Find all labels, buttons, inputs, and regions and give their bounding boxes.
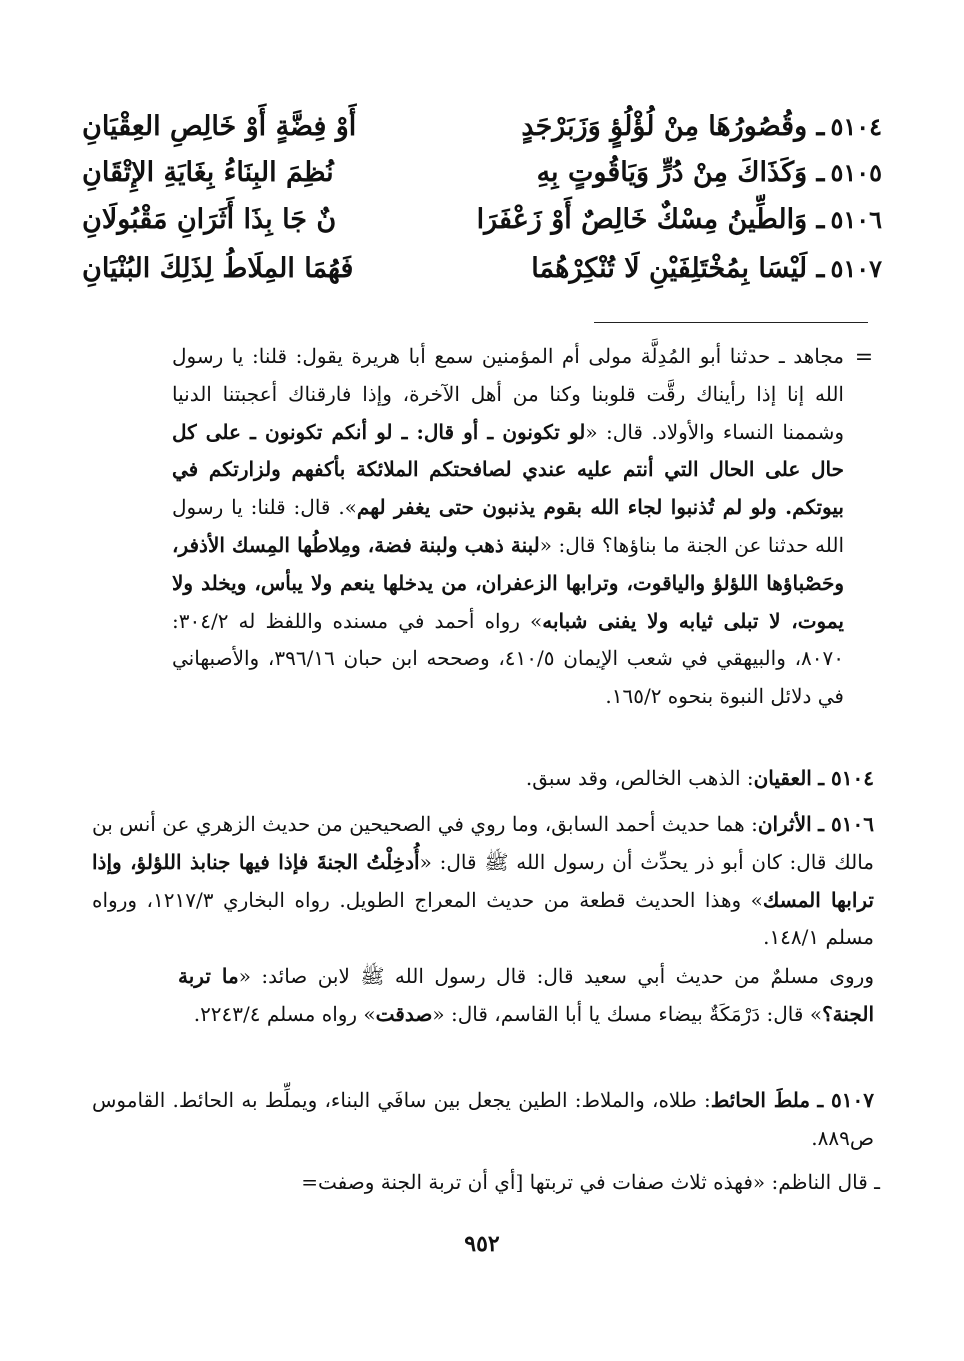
verse-second-hemistich: أَوْ فِضَّةٍ أَوْ خَالِصِ العِقْيَانِ — [82, 110, 357, 142]
verse-5106 — [82, 195, 882, 243]
verse-first-hemistich: ٥١٠٥ ـ وَكَذَاكَ مِنْ دُرٍّ وَيَاقُوتٍ بِهِ — [536, 156, 882, 188]
verse-second-hemistich: فَهُمَا المِلَاطُ لِذَلِكَ البُنْيَانِ — [82, 252, 354, 284]
footnote-label: ٥١٠٧ ـ — [817, 1088, 874, 1112]
footnote-5107: ٥١٠٧ ـ ملطَ الحائط: طلاه، والملاط: الطين يجعل بين سافَي البناء، ويملِّط به الحائط. القاموس ص٨٨٩. — [92, 1088, 874, 1150]
verse-5105 — [82, 148, 882, 196]
footnote-separator — [594, 322, 868, 323]
continuation-mark: = — [854, 345, 874, 370]
verse-number: ٥١٠٥ — [830, 157, 882, 187]
footnote-5104: ٥١٠٤ ـ العقيان: الذهب الخالص، وقد سبق. — [525, 766, 874, 790]
footnote-label: ٥١٠٦ ـ — [818, 812, 874, 836]
verse-number: ٥١٠٧ — [830, 253, 882, 283]
verse-number: ٥١٠٦ — [830, 204, 882, 234]
page-number: ٩٥٢ — [464, 1231, 500, 1257]
verse-5107 — [82, 244, 882, 292]
footnote-5106: ٥١٠٦ ـ الأثران: هما حديث أحمد السابق، وما روي في الصحيحين من حديث الزهري عن أنس بن مالك قال: كان أبو ذر يحدِّث أن رسول الله ﷺ قال: «أُدخِلْتُ الجنةَ فإذا فيها جنابذ اللؤلؤ، وإذا ترابها المسك» وهذا الحديث قطعة من حديث المعراج الطويل. رواه البخاري ١٢١٧/٣، ورواه مسلم ١٤٨/١. — [92, 812, 874, 950]
footnote-term: الأثران — [757, 812, 812, 836]
verse-second-hemistich: نُظِمَ البِنَاءُ بِغَايَةِ الإِتْقَانِ — [82, 156, 334, 188]
nazim-note: ـ قال الناظم: «فهذه ثلاث صفات في تربتها [أي أن تربة الجنة وصفت= — [301, 1170, 880, 1194]
footnote-term: ملطَ الحائط — [710, 1088, 811, 1112]
footnote-label: ٥١٠٤ ـ — [818, 766, 874, 790]
verse-number: ٥١٠٤ — [830, 111, 882, 141]
verse-5104 — [82, 102, 882, 150]
footnote-continuation: مجاهد ـ حدثنا أبو المُدِلَّة مولى أم المؤمنين سمع أبا هريرة يقول: قلنا: يا رسول الله إنا إذا رأيناك رقَّت قلوبنا وكنا من أهل الآخرة، وإذا فارقناك أعجبتنا الدنيا وشممنا النساء والأولاد. قال: «لو تكونون ـ أو قال: ـ لو أنكم تكونون ـ على كل حال على الحال التي أنتم عليه عندي لصافحتكم الملائكة بأكفهم ولزارتكم في بيوتكم. ولو لم تُذنبوا لجاء الله بقوم يذنبون حتى يغفر لهم». قال: قلنا: يا رسول الله حدثنا عن الجنة ما بناؤها؟ قال: «لبنة ذهب ولبنة فضة، ومِلاطُها المِسك الأذفر، وحَصْباؤها اللؤلؤ والياقوت، وترابها الزعفران، من يدخلها ينعم ولا يبأس، ويخلد ولا يموت، لا تبلى ثيابه ولا يفنى شبابه» رواه أحمد في مسنده واللفظ له ٣٠٤/٢: ٨٠٧٠، والبيهقي في شعب الإيمان ٤١٠/٥، وصححه ابن حبان ٣٩٦/١٦، والأصبهاني في دلائل النبوة بنحوه ١٦٥/٢. — [172, 344, 845, 709]
verse-first-hemistich: ٥١٠٤ ـ وقُصُورُهَا مِنْ لُؤْلُؤٍ وَزَبَرْجَدٍ — [521, 110, 882, 142]
verse-first-hemistich: ٥١٠٧ ـ لَيْسَا بِمُخْتَلِفَيْنِ لَا تُنْكِرْهُمَا — [531, 252, 882, 284]
verse-first-hemistich: ٥١٠٦ ـ وَالطِّينُ مِسْكٌ خَالِصٌ أَوْ زَعْفَرَا — [476, 203, 882, 235]
footnote-5106-paragraph-2: وروى مسلمٌ من حديث أبي سعيد قال: قال رسول الله ﷺ لابن صائد: «ما تربة الجنة؟» قال: دَرْمَكَةٌ بيضاء مسك يا أبا القاسم، قال: «صدقت» رواه مسلم ٢٢٤٣/٤. — [178, 964, 874, 1026]
footnote-term: العقيان — [753, 766, 812, 790]
verse-second-hemistich: نٌ جَا بِذَا أَثَرَانِ مَقْبُولَانِ — [82, 203, 337, 235]
